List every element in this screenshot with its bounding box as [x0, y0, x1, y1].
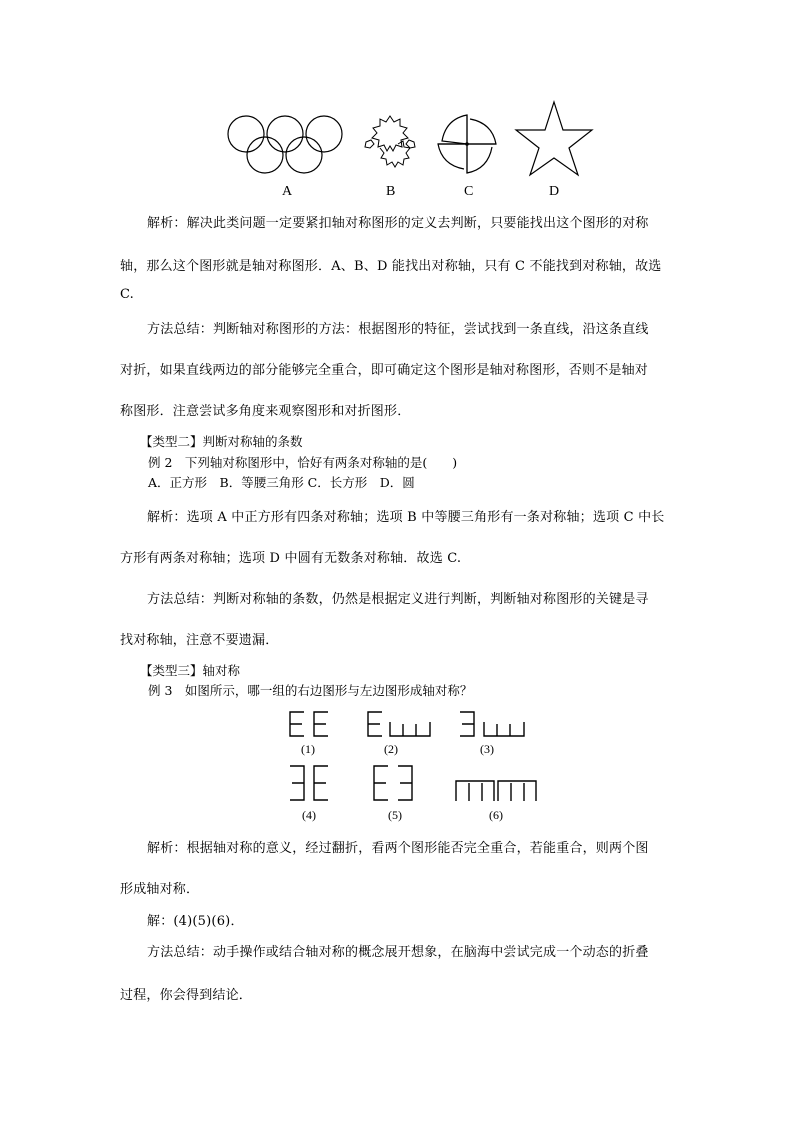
example-3-question: 例 3 如图所示，哪一组的右边图形与左边图形成轴对称？: [148, 683, 473, 698]
shape-label-1: (1): [301, 742, 315, 756]
shape-pair-3: [458, 711, 528, 737]
shape-label-3: (3): [480, 742, 494, 756]
figure-label-a: A: [282, 184, 293, 199]
analysis-1-line-3: C.: [120, 287, 135, 302]
example-2-options: A．正方形 B．等腰三角形 C．长方形 D．圆: [148, 475, 415, 490]
shape-pair-5: [372, 765, 416, 801]
type-2-heading: 【类型二】判断对称轴的条数: [140, 434, 303, 449]
figure-label-c: C: [464, 184, 474, 199]
analysis-1-line-2: 轴，那么这个图形就是轴对称图形．A、B、D 能找出对称轴，只有 C 不能找到对称轴，故选: [120, 259, 662, 274]
shape-pair-6: [452, 778, 540, 802]
figure-label-b: B: [386, 184, 396, 199]
star-figure: [514, 100, 594, 176]
summary-1-line-1: 方法总结：判断轴对称图形的方法：根据图形的特征，尝试找到一条直线，沿这条直线: [147, 322, 649, 337]
analysis-2-line-2: 方形有两条对称轴；选项 D 中圆有无数条对称轴．故选 C.: [120, 551, 462, 566]
analysis-2-line-1: 解析：选项 A 中正方形有四条对称轴；选项 B 中等腰三角形有一条对称轴；选项 C 中长: [147, 510, 665, 525]
summary-3-line-1: 方法总结：动手操作或结合轴对称的概念展开想象，在脑海中尝试完成一个动态的折叠: [147, 945, 649, 960]
summary-1-line-3: 称图形．注意尝试多角度来观察图形和对折图形．: [120, 404, 411, 419]
shape-label-2: (2): [384, 742, 398, 756]
answer-line: 解：(4)(5)(6)．: [147, 914, 244, 929]
shape-label-6: (6): [489, 808, 503, 822]
summary-2-line-1: 方法总结：判断对称轴的条数，仍然是根据定义进行判断，判断轴对称图形的关键是寻: [147, 592, 649, 607]
summary-3-line-2: 过程，你会得到结论．: [120, 988, 253, 1003]
analysis-3-line-1: 解析：根据轴对称的意义，经过翻折，看两个图形能否完全重合，若能重合，则两个图: [147, 841, 649, 856]
type-3-heading: 【类型三】轴对称: [140, 663, 241, 678]
shape-pair-1: [288, 711, 332, 737]
shape-pair-2: [366, 711, 434, 737]
summary-1-line-2: 对折，如果直线两边的部分能够完全重合，即可确定这个图形是轴对称图形，否则不是轴对: [120, 363, 649, 378]
shape-label-5: (5): [388, 808, 402, 822]
shape-pair-4: [288, 765, 332, 801]
summary-2-line-2: 找对称轴，注意不要遗漏．: [120, 633, 279, 648]
figure-label-d: D: [549, 184, 560, 199]
example-2-question: 例 2 下列轴对称图形中，恰好有两条对称轴的是( ): [148, 455, 458, 470]
analysis-3-line-2: 形成轴对称．: [120, 882, 200, 897]
analysis-1-line-1: 解析：解决此类问题一定要紧扣轴对称图形的定义去判断，只要能找出这个图形的对称: [147, 216, 649, 231]
shape-label-4: (4): [302, 808, 316, 822]
pinwheel-figure: [436, 111, 500, 177]
olympic-rings-figure: [226, 112, 346, 180]
snowflake-figure: [358, 112, 422, 178]
